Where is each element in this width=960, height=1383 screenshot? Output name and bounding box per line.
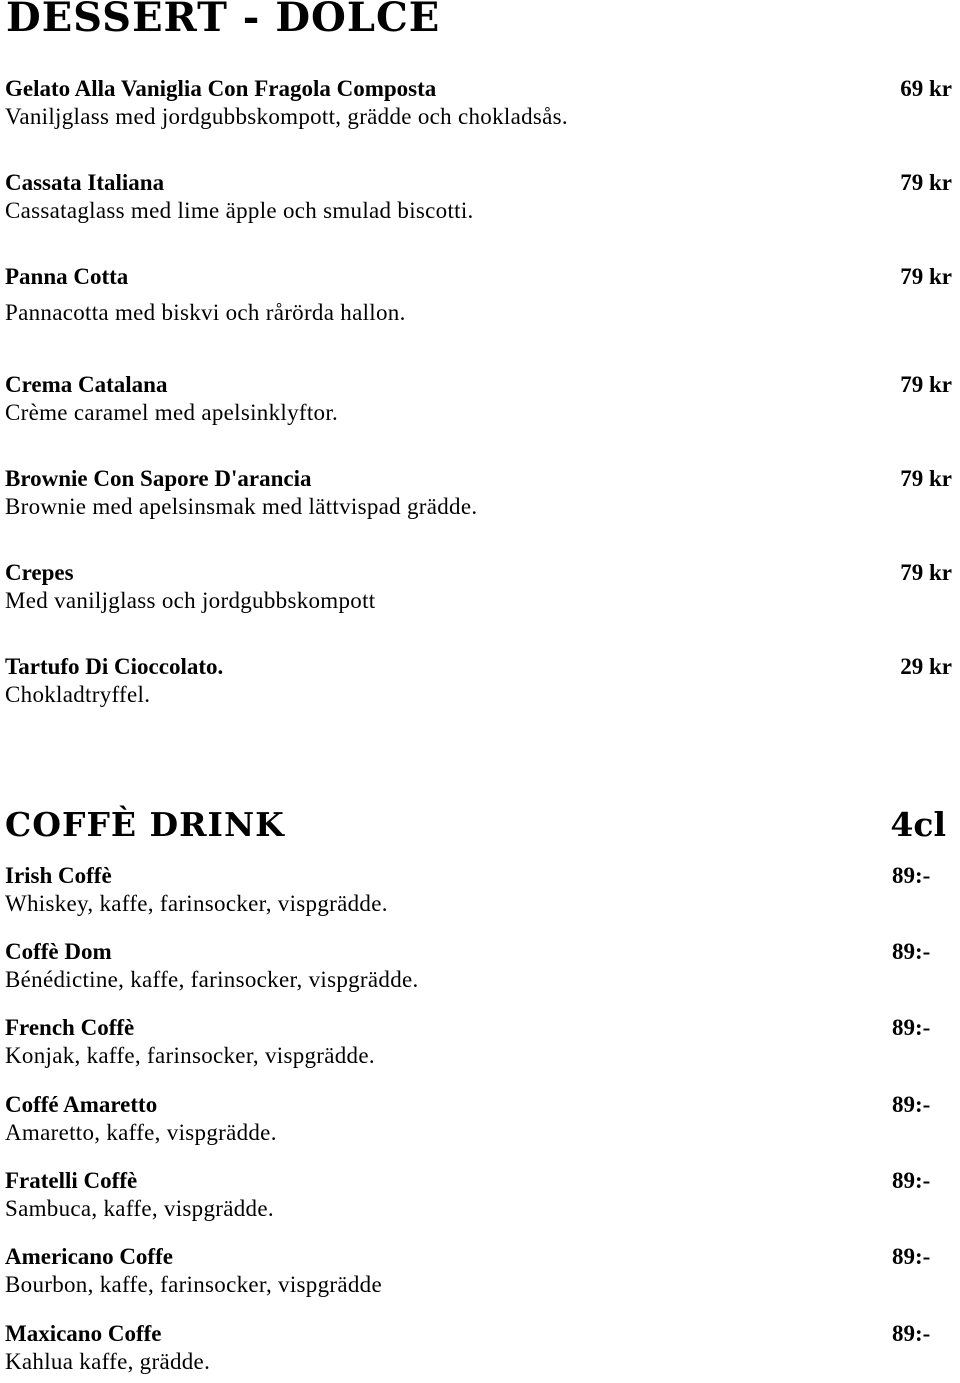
item-description: Med vaniljglass och jordgubbskompott: [5, 588, 376, 613]
item-price: 79 kr: [900, 264, 952, 289]
item-price: 29 kr: [900, 654, 952, 679]
item-description: Cassataglass med lime äpple och smulad biscotti.: [5, 198, 474, 223]
item-description: Sambuca, kaffe, vispgrädde.: [5, 1196, 274, 1221]
menu-item-panna-cotta: [5, 263, 952, 327]
drink-item-french-coffe: [5, 1014, 952, 1070]
item-price: 89:-: [892, 1015, 931, 1040]
item-price: 89:-: [892, 863, 931, 888]
item-price: 79 kr: [900, 170, 952, 195]
item-description: Whiskey, kaffe, farinsocker, vispgrädde.: [5, 891, 388, 916]
item-description: Chokladtryffel.: [5, 682, 151, 707]
menu-item-tartufo: [5, 653, 952, 709]
item-name: Crepes: [5, 560, 74, 585]
item-price: 89:-: [892, 1092, 931, 1117]
item-name: Coffè Dom: [5, 939, 112, 964]
item-name: Maxicano Coffe: [5, 1321, 162, 1346]
drink-item-irish-coffe: [5, 862, 952, 918]
item-description: Crème caramel med apelsinklyftor.: [5, 400, 339, 425]
item-description: Amaretto, kaffe, vispgrädde.: [5, 1120, 277, 1145]
item-name: Cassata Italiana: [5, 170, 165, 195]
item-price: 89:-: [892, 1168, 931, 1193]
drink-item-americano-coffe: [5, 1243, 952, 1299]
coffee-drink-volume-unit: 4cl: [890, 805, 946, 844]
item-description: Brownie med apelsinsmak med lättvispad grädde.: [5, 494, 478, 519]
item-name: French Coffè: [5, 1015, 135, 1040]
item-description: Konjak, kaffe, farinsocker, vispgrädde.: [5, 1043, 375, 1068]
menu-item-brownie: [5, 465, 952, 521]
drink-item-coffe-dom: [5, 938, 952, 994]
menu-item-gelato: [5, 75, 952, 131]
item-description: Vaniljglass med jordgubbskompott, grädde och chokladsås.: [5, 104, 568, 129]
item-description: Bénédictine, kaffe, farinsocker, vispgrädde.: [5, 967, 419, 992]
item-name: Americano Coffe: [5, 1244, 173, 1269]
item-name: Irish Coffè: [5, 863, 112, 888]
item-name: Fratelli Coffè: [5, 1168, 138, 1193]
dessert-section-title: DESSERT - DOLCE: [6, 0, 441, 41]
drink-item-maxicano-coffe: [5, 1320, 952, 1376]
item-price: 79 kr: [900, 372, 952, 397]
item-name: Panna Cotta: [5, 264, 129, 289]
item-price: 79 kr: [900, 560, 952, 585]
item-price: 79 kr: [900, 466, 952, 491]
item-name: Crema Catalana: [5, 372, 168, 397]
item-price: 89:-: [892, 1244, 931, 1269]
drink-item-coffe-amaretto: [5, 1091, 952, 1147]
item-name: Gelato Alla Vaniglia Con Fragola Composta: [5, 76, 437, 101]
item-price: 89:-: [892, 939, 931, 964]
item-name: Brownie Con Sapore D'arancia: [5, 466, 312, 491]
item-description: Pannacotta med biskvi och rårörda hallon.: [5, 300, 406, 325]
menu-item-crepes: [5, 559, 952, 615]
item-description: Kahlua kaffe, grädde.: [5, 1349, 211, 1374]
item-name: Coffé Amaretto: [5, 1092, 158, 1117]
item-price: 69 kr: [900, 76, 952, 101]
drink-item-fratelli-coffe: [5, 1167, 952, 1223]
coffee-drink-section-title: COFFÈ DRINK: [5, 805, 285, 844]
item-name: Tartufo Di Cioccolato.: [5, 654, 224, 679]
menu-item-crema-catalana: [5, 371, 952, 427]
item-description: Bourbon, kaffe, farinsocker, vispgrädde: [5, 1272, 382, 1297]
menu-item-cassata: [5, 169, 952, 225]
item-price: 89:-: [892, 1321, 931, 1346]
